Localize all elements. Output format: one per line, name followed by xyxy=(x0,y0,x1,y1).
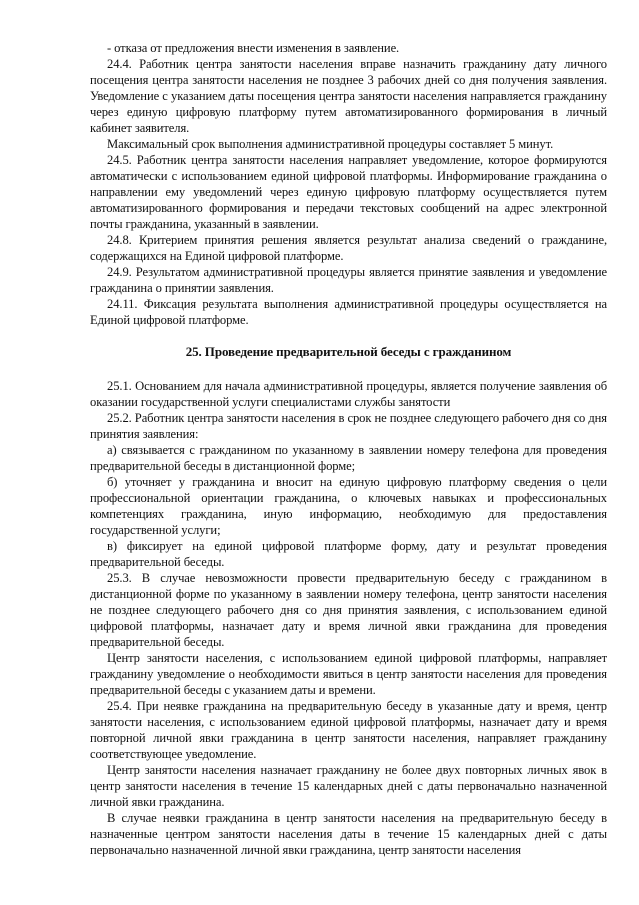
paragraph-notification: Центр занятости населения, с использованием единой цифровой платформы, направляет гражданину уведомление о необходимости явиться в центр занятости населения для проведения предварительной беседы с указанием даты и времени. xyxy=(90,651,607,697)
list-item-v: в) фиксирует на единой цифровой платформе форму, дату и результат проведения предварительной беседы. xyxy=(90,539,607,569)
paragraph-25-4: 25.4. При неявке гражданина на предварительную беседу в указанные дату и время, центр занятости населения, с использованием единой цифровой платформы, назначает дату и время повторной личной явки гражданина в центр занятости населения, направляет гражданину соответствующее уведомление. xyxy=(90,699,607,761)
paragraph-refusal-item: - отказа от предложения внести изменения в заявление. xyxy=(107,41,400,55)
paragraph-24-9: 24.9. Результатом административной процедуры является принятие заявления и уведомление гражданина о принятии заявления. xyxy=(90,265,607,295)
paragraph-24-4: 24.4. Работник центра занятости населения вправе назначить гражданину дату личного посещения центра занятости населения не позднее 3 рабочих дней со дня получения заявления. Уведомление с указанием даты посещения центра занятости населения направляется гражданину через единую цифровую платформу путем автоматизированного формирования в личный кабинет заявителя. xyxy=(90,57,607,135)
list-item-b: б) уточняет у гражданина и вносит на единую цифровую платформу сведения о цели профессиональной ориентации гражданина, о ключевых навыках и профессиональных компетенциях гражданина, иную информацию, необходимую для предоставления государственной услуги; xyxy=(90,475,607,537)
paragraph-24-11: 24.11. Фиксация результата выполнения административной процедуры осуществляется на Единой цифровой платформе. xyxy=(90,297,607,327)
paragraph-25-3: 25.3. В случае невозможности провести предварительную беседу с гражданином в дистанционной форме по указанному в заявлении номеру телефона, центр занятости населения не позднее следующего рабочего дня со дня принятия заявления, с использованием единой цифровой платформы, назначает дату и время личной явки гражданина для проведения предварительной беседы. xyxy=(90,571,607,649)
paragraph-25-2: 25.2. Работник центра занятости населения в срок не позднее следующего рабочего дня со дня принятия заявления: xyxy=(90,411,607,441)
paragraph-25-1: 25.1. Основанием для начала административной процедуры, является получение заявления об оказании государственной услуги специалистами службы занятости xyxy=(90,379,607,409)
document-body xyxy=(90,40,607,858)
list-item-a: а) связывается с гражданином по указанному в заявлении номеру телефона для проведения предварительной беседы в дистанционной форме; xyxy=(90,443,607,473)
paragraph-no-show: В случае неявки гражданина в центр занятости населения на предварительную беседу в назначенные центром занятости населения даты в течение 15 календарных дней с даты первоначально назначенной личной явки гражданина, центр занятости населения xyxy=(90,811,607,857)
paragraph-24-8: 24.8. Критерием принятия решения является результат анализа сведений о гражданине, содержащихся на Единой цифровой платформе. xyxy=(90,233,607,263)
paragraph-repeat-visits: Центр занятости населения назначает гражданину не более двух повторных личных явок в центр занятости населения в течение 15 календарных дней с даты первоначально назначенной личной явки гражданина. xyxy=(90,763,607,809)
paragraph-max-duration: Максимальный срок выполнения административной процедуры составляет 5 минут. xyxy=(107,137,554,151)
paragraph-24-5: 24.5. Работник центра занятости населения направляет уведомление, которое формируются автоматически с использованием единой цифровой платформы. Информирование гражданина о направлении ему уведомлений через единую цифровую платформу осуществляется путем автоматизированного формирования и передачи текстовых сообщений на адрес электронной почты гражданина, указанный в заявлении. xyxy=(90,153,607,231)
section-heading: 25. Проведение предварительной беседы с гражданином xyxy=(185,344,512,359)
